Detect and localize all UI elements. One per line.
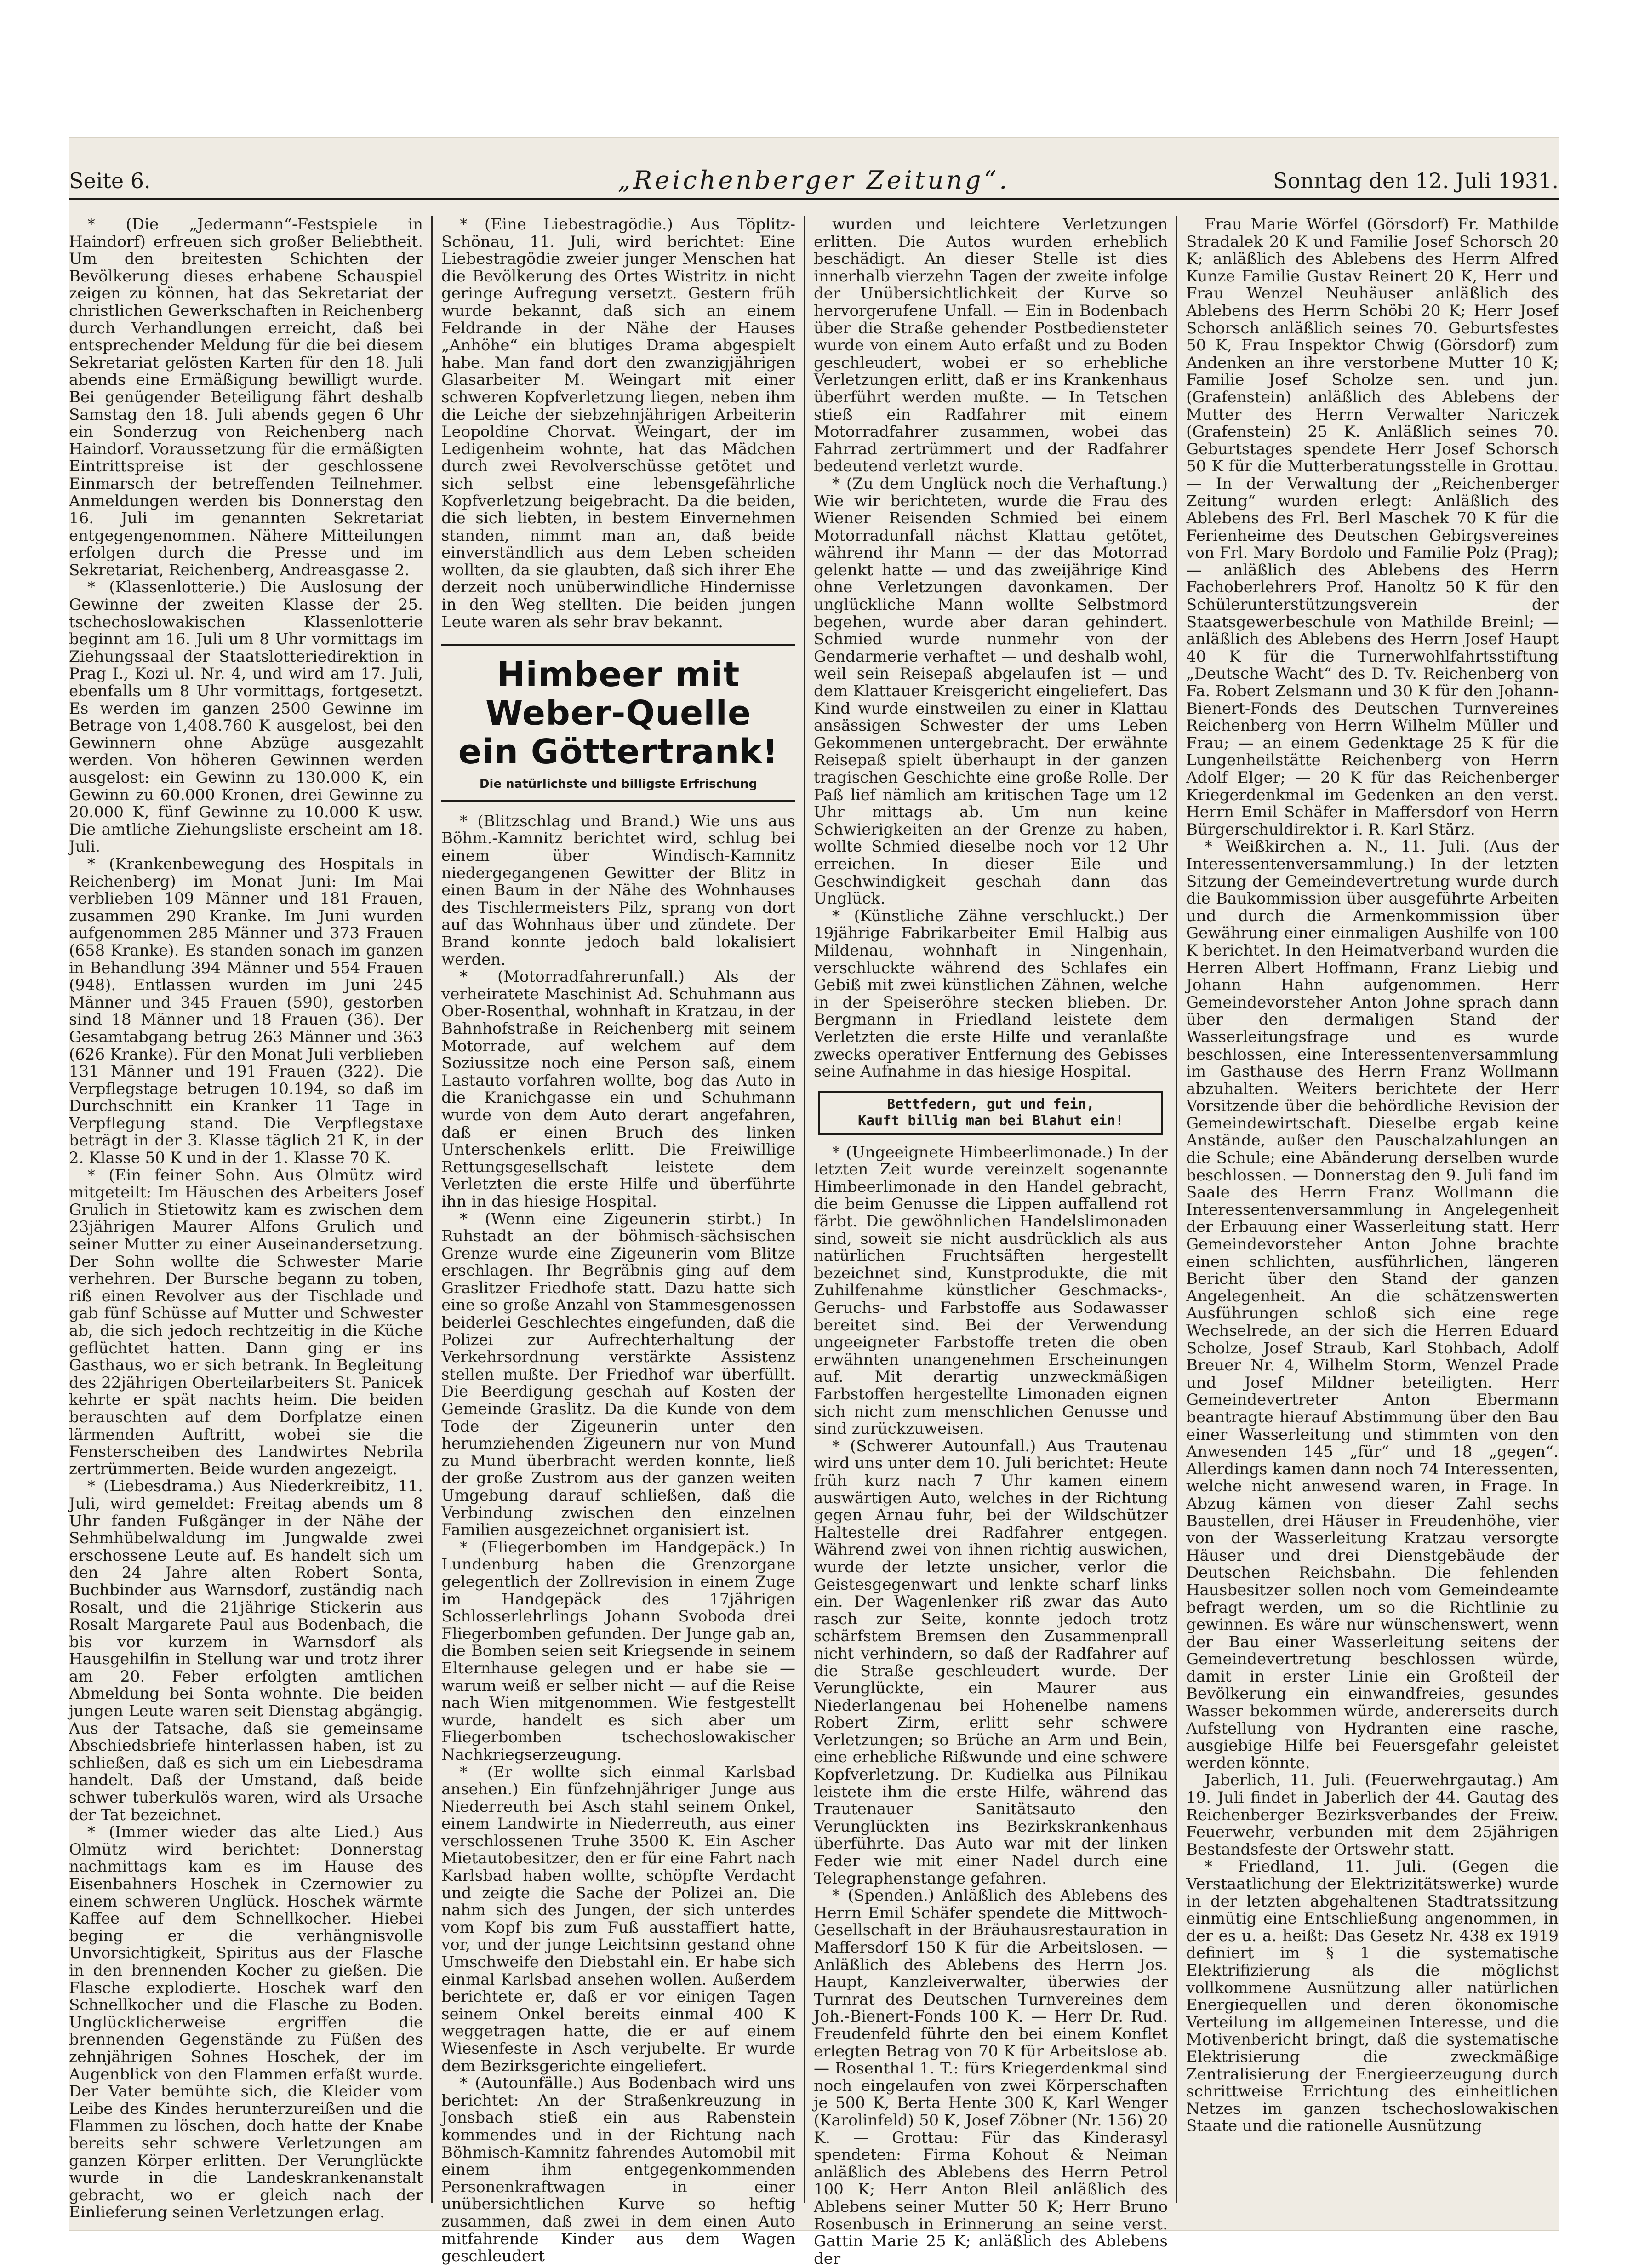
article-zigeunerin: * (Wenn eine Zigeunerin stirbt.) In Ruhstadt an der böhmisch-sächsischen Grenze wurde eine Zigeunerin vom Blitze erschlagen. Ihr Begräbnis ging auf dem Graslitzer Friedhofe statt. Dazu hatte sich eine so große Anzahl von Stammesgenossen beiderlei Geschlechtes eingefunden, daß die Polizei zur Aufrechterhaltung der Verkehrsordnung verstärkte Assistenz stellen mußte. Der Friedhof war überfüllt. Die Beerdigung geschah auf Kosten der Gemeinde Graslitz. Da die Kunde von dem Tode der Zigeunerin unter den herumziehenden Zigeunern nur von Mund zu Mund überbracht werden konnte, ließ der große Zustrom aus der ganzen weiten Umgebung darauf schließen, daß die Verbindung zwischen den einzelnen Familien ausgezeichnet organisiert ist.	[441, 1209, 795, 1540]
article-liebesdrama: * (Liebesdrama.) Aus Niederkreibitz, 11. Juli, wird gemeldet: Freitag abends um 8 Uhr fanden Fußgänger in der Nähe der Sehmhübelwaldung im Jungwalde zwei erschossene Leute auf. Es handelt sich um den 24 Jahre alten Robert Sonta, Buchbinder aus Warnsdorf, zuständig nach Rosalt, und die 21jährige Stickerin aus Rosalt Margarete Paul aus Bodenbach, die bis vor kurzem in Warnsdorf als Hausgehilfin in Stellung war und trotz ihrer am 20. Feber erfolgten amtlichen Abmeldung bei Sonta wohnte. Die beiden jungen Leute waren seit Dienstag abgängig. Aus der Tatsache, daß sie gemeinsame Abschiedsbriefe hinterlassen haben, ist zu schließen, daß es sich um ein Liebesdrama handelt. Daß der Umstand, daß beide schwer tuberkulös waren, wird als Ursache der Tat bezeichnet.	[69, 1477, 423, 1824]
article-verhaftung: * (Zu dem Unglück noch die Verhaftung.) Wie wir berichteten, wurde die Frau des Wiener Reisenden Schmied bei einem Motorradunfall nächst Klattau getötet, während ihr Mann — der das Motorrad gelenkt hatte — und das zweijährige Kind ohne Verletzungen davonkamen. Der unglückliche Mann wollte Selbstmord begehen, wurde aber daran gehindert. Schmied wurde nunmehr von der Gendarmerie verhaftet — und deshalb wohl, weil sein Reisepaß abgelaufen ist — und dem Klattauer Kreisgericht eingeliefert. Das Kind wurde einstweilen zu einer in Klattau ansässigen Schwester der ums Leben Gekommenen untergebracht. Der erwähnte Reisepaß spielt überhaupt in der ganzen tragischen Geschichte eine große Rolle. Der Paß lief nämlich am kritischen Tage um 12 Uhr mittags ab. Um nun keine Schwierigkeiten an der Grenze zu haben, wollte Schmied dieselbe noch vor 12 Uhr erreichen. In dieser Eile und Geschwindigkeit geschah dann das Unglück.	[814, 474, 1168, 908]
article-himbeerlimonade: * (Ungeeignete Himbeerlimonade.) In der letzten Zeit wurde vereinzelt sogenannte Himbeerlimonade in den Handel gebracht, die beim Genusse die Lippen auffallend rot färbt. Die gewöhnlichen Handelslimonaden sind, soweit sie nicht ausdrücklich als aus natürlichen Fruchtsäften hergestellt bezeichnet sind, Kunstprodukte, die mit Zuhilfenahme künstlicher Geschmacks-, Geruchs- und Farbstoffe aus Sodawasser bereitet sind. Bei der Verwendung ungeeigneter Farbstoffe treten die oben erwähnten unangenehmen Erscheinungen auf. Mit derartig unzweckmäßigen Farbstoffen hergestellte Limonaden eignen sich nicht zum menschlichen Genusse und sind zurückzuweisen.	[814, 1143, 1168, 1438]
article-festspiele: * (Die „Jedermann“-Festspiele in Haindorf) erfreuen sich großer Beliebtheit. Um den breitesten Schichten der Bevölkerung dieses erhabene Schauspiel zeigen zu können, hat das Sekretariat der christlichen Gewerkschaften in Reichenberg durch Verhandlungen erreicht, daß bei entsprechender Meldung für die bei diesem Sekretariat gelösten Karten für den 18. Juli abends eine Ermäßigung bewilligt wurde. Bei genügender Beteiligung fährt deshalb Samstag den 18. Juli abends gegen 6 Uhr ein Sonderzug von Reichenberg nach Haindorf. Voraussetzung für die ermäßigten Eintrittspreise ist der geschlossene Einmarsch der betreffenden Teilnehmer. Anmeldungen werden bis Donnerstag den 16. Juli im genannten Sekretariat entgegengenommen. Nähere Mitteilungen erfolgen durch die Presse und im Sekretariat, Reichenberg, Andreasgasse 2.	[69, 215, 423, 579]
column-2	[441, 215, 795, 2266]
article-klassenlotterie: * (Klassenlotterie.) Die Auslosung der Gewinne der zweiten Klasse der 25. tschechoslowakischen Klassenlotterie beginnt am 16. Juli um 8 Uhr vormittags im Ziehungssaal der Staatslotteriedirektion in Prag I., Kozi ul. Nr. 4, und wird am 17. Juli, ebenfalls um 8 Uhr vormittags, fortgesetzt. Es werden im ganzen 2500 Gewinne im Betrage von 1,408.760 K ausgelost, bei den Gewinnern ohne Abzüge ausgezahlt werden. Von höheren Gewinnen werden ausgelost: ein Gewinn zu 130.000 K, ein Gewinn zu 60.000 Kronen, drei Gewinne zu 20.000 K, fünf Gewinne zu 10.000 K usw. Die amtliche Ziehungsliste erscheint am 18. Juli.	[69, 578, 423, 856]
article-liebestragoedie: * (Eine Liebestragödie.) Aus Töplitz-Schönau, 11. Juli, wird berichtet: Eine Liebestragödie zweier junger Menschen hat die Bevölkerung des Ortes Wistritz in nicht geringe Aufregung versetzt. Gestern früh wurde bekannt, daß sich an einem Feldrande in der Nähe der Hauses „Anhöhe“ ein blutiges Drama abgespielt habe. Man fand dort den zwanzigjährigen Glasarbeiter M. Weingart mit einer schweren Kopfverletzung liegen, neben ihm die Leiche der siebzehnjährigen Arbeiterin Leopoldine Chorvat. Weingart, der im Ledigenheim wohnte, hat das Mädchen durch zwei Revolverschüsse getötet und sich selbst eine lebensgefährliche Kopfverletzung beigebracht. Da die beiden, die sich liebten, in bestem Einvernehmen standen, nimmt man an, daß beide einverständlich aus dem Leben scheiden wollten, da sie glaubten, daß sich ihrer Ehe derzeit noch unüberwindliche Hindernisse in den Weg stellten. Die beiden jungen Leute waren als sehr brav bekannt.	[441, 215, 795, 631]
article-altes-lied: * (Immer wieder das alte Lied.) Aus Olmütz wird berichtet: Donnerstag nachmittags kam es im Hause des Eisenbahners Hoschek in Czernowier zu einem schweren Unglück. Hoschek wärmte Kaffee auf dem Schnellkocher. Hiebei beging er die verhängnisvolle Unvorsichtigkeit, Spiritus aus der Flasche in den brennenden Kocher zu gießen. Die Flasche explodierte. Hoschek warf den Schnellkocher und die Flasche zu Boden. Unglücklicherweise ergriffen die brennenden Gegenstände zu Füßen des zehnjährigen Sohnes Hoschek, der im Augenblick von den Flammen erfaßt wurde. Der Vater bemühte sich, die Kleider vom Leibe des Kindes herunterzureißen und die Flammen zu löschen, doch hatte der Knabe bereits sehr schwere Verletzungen am ganzen Körper erlitten. Der Verunglückte wurde in die Landeskrankenanstalt gebracht, wo er gleich nach der Einlieferung seinen Verletzungen erlag.	[69, 1823, 423, 2222]
himbeer-advertisement	[441, 644, 795, 802]
newspaper-page	[69, 138, 1559, 2268]
article-krankenbewegung: * (Krankenbewegung des Hospitals in Reichenberg) im Monat Juni: Im Mai verblieben 109 Männer und 181 Frauen, zusammen 290 Kranke. Im Juni wurden aufgenommen 285 Männer und 373 Frauen (658 Kranke). Es standen sonach im ganzen in Behandlung 394 Männer und 554 Frauen (948). Entlassen wurden im Juni 245 Männer und 345 Frauen (590), gestorben sind 18 Männer und 18 Frauen (36). Der Gesamtabgang betrug 263 Männer und 363 (626 Kranke). Für den Monat Juli verblieben 131 Männer und 191 Frauen (322). Die Verpflegstage betrugen 10.194, so daß im Durchschnitt ein Kranker 11 Tage in Verpflegung stand. Die Verpflegstaxe beträgt in der 3. Klasse täglich 21 K, in der 2. Klasse 50 K und in der 1. Klasse 70 K.	[69, 854, 423, 1168]
article-jaberlich: Jaberlich, 11. Juli. (Feuerwehrgautag.) Am 19. Juli findet in Jaberlich der 44. Gautag des Reichenberger Bezirksverbandes der Freiw. Feuerwehr, verbunden mit dem 25jährigen Bestandsfeste der Ortswehr statt.	[1186, 1771, 1559, 1859]
article-autounfaelle: * (Autounfälle.) Aus Bodenbach wird uns berichtet: An der Straßenkreuzung in Jonsbach stieß ein aus Rabenstein kommendes und in der Richtung nach Böhmisch-Kamnitz fahrendes Automobil mit einem ihm entgegenkommenden Personenkraftwagen in einer unübersichtlichen Kurve so heftig zusammen, daß zwei in dem einen Auto mitfahrende Kinder aus dem Wagen geschleudert	[441, 2074, 795, 2266]
article-autounfaelle-cont: wurden und leichtere Verletzungen erlitten. Die Autos wurden erheblich beschädigt. An dieser Stelle ist dies innerhalb vierzehn Tagen der zweite infolge der Unübersichtlichkeit der Kurve so hervorgerufene Unfall. — Ein in Bodenbach über die Straße gehender Postbediensteter wurde von einem Auto erfaßt und zu Boden geschleudert, wobei er so erhebliche Verletzungen erlitt, daß er ins Krankenhaus überführt werden mußte. — In Tetschen stieß ein Radfahrer mit einem Motorradfahrer zusammen, wobei das Fahrrad zertrümmert und der Radfahrer bedeutend verletzt wurde.	[814, 215, 1168, 476]
article-karlsbad: * (Er wollte sich einmal Karlsbad ansehen.) Ein fünfzehnjähriger Junge aus Niederreuth bei Asch stahl seinem Onkel, einem Landwirte in Niederreuth, aus einer verschlossenen Truhe 3500 K. Ein Ascher Mietautobesitzer, den er für eine Fahrt nach Karlsbad haben wollte, schöpfte Verdacht und zeigte die Sache der Polizei an. Die nahm sich des Jungen, der sich unterdes vom Kopf bis zum Fuß ausstaffiert hatte, vor, und der junge Leichtsinn gestand ohne Umschweife den Diebstahl ein. Er habe sich einmal Karlsbad ansehen wollen. Außerdem berichtete er, daß er vor einigen Tagen seinem Onkel bereits einmal 400 K weggetragen hatte, die er auf einem Wiesenfeste in Asch verjubelte. Er wurde dem Bezirksgerichte eingeliefert.	[441, 1763, 795, 2075]
column-rule	[804, 216, 805, 2203]
article-spenden: * (Spenden.) Anläßlich des Ablebens des Herrn Emil Schäfer spendete die Mittwoch-Gesellschaft in der Bräuhausrestauration in Maffersdorf 150 K für die Arbeitslosen. — Anläßlich des Ablebens des Herrn Jos. Haupt, Kanzleiverwalter, überwies der Turnrat des Deutschen Turnvereines dem Joh.-Bienert-Fonds 100 K. — Herr Dr. Rud. Freudenfeld führte den bei einem Konflet erlegten Betrag von 70 K für Arbeitslose ab. — Rosenthal 1. T.: fürs Kriegerdenkmal sind noch eingelaufen von zwei Körperschaften je 500 K, Berta Hente 300 K, Karl Wenger (Karolinfeld) 50 K, Josef Zöbner (Nr. 156) 20 K. — Grottau: Für das Kinderasyl spendeten: Firma Kohout & Neiman anläßlich des Ablebens des Herrn Petrol 100 K; Herr Anton Bleil anläßlich des Ablebens seiner Mutter 50 K; Herr Bruno Rosenbusch in Erinnerung an seine verst. Gattin Marie 25 K; anläßlich des Ablebens der	[814, 1886, 1168, 2268]
newspaper-title: „Reichenberger Zeitung“.	[617, 166, 1010, 195]
article-zaehne: * (Künstliche Zähne verschluckt.) Der 19jährige Fabrikarbeiter Emil Halbig aus Mildenau, wohnhaft in Ningenhain, verschluckte während des Schlafes ein Gebiß mit zwei künstlichen Zähnen, welche in der Speiseröhre stecken blieben. Dr. Bergmann in Friedland leistete dem Verletzten die erste Hilfe und veranlaßte zwecks operativer Entfernung des Gebisses seine Aufnahme in das hiesige Hospital.	[814, 906, 1168, 1081]
article-autounfall-trautenau: * (Schwerer Autounfall.) Aus Trautenau wird uns unter dem 10. Juli berichtet: Heute früh kurz nach 7 Uhr kamen einem auswärtigen Auto, welches in der Richtung gegen Arnau fuhr, bei der Wildschützer Haltestelle drei Radfahrer entgegen. Während zwei von ihnen richtig auswichen, wurde der letzte unsicher, verlor die Geistesgegenwart und lenkte scharf links ein. Der Wagenlenker riß zwar das Auto rasch zur Seite, konnte jedoch trotz schärfstem Bremsen den Zusammenprall nicht verhindern, so daß der Radfahrer auf die Straße geschleudert wurde. Der Verunglückte, ein Maurer aus Niederlangenau bei Hohenelbe namens Robert Zirm, erlitt sehr schwere Verletzungen; so Brüche an Arm und Bein, eine erhebliche Rißwunde und eine schwere Kopfverletzung. Dr. Kudielka aus Pilnikau leistete ihm die erste Hilfe, während das Trautenauer Sanitätsauto den Verunglückten ins Bezirkskrankenhaus überführte. Das Auto war mit der linken Feder wie mit einer Nadel durch eine Telegraphenstange gefahren.	[814, 1437, 1168, 1888]
column-1	[69, 215, 423, 2222]
page-header	[69, 166, 1559, 200]
page-number: Seite 6.	[69, 168, 151, 193]
ad-text-1: Bettfedern, gut und fein,	[887, 1096, 1095, 1112]
article-feiner-sohn: * (Ein feiner Sohn. Aus Olmütz wird mitgeteilt: Im Häuschen des Arbeiters Josef Grulich in Stietowitz kam es zwischen dem 23jährigen Maurer Alfons Grulich und seiner Mutter zu einer Auseinandersetzung. Der Sohn wollte die Schwester Marie verhehren. Der Bursche begann zu toben, riß einen Revolver aus der Tischlade und gab fünf Schüsse auf Mutter und Schwester ab, die sich jedoch rechtzeitig in die Küche geflüchtet hatten. Dann ging er ins Gasthaus, wo er sich betrank. In Begleitung des 22jährigen Oberteilarbeiters St. Panicek kehrte er spät nachts heim. Die beiden berauschten auf dem Dorfplatze einen lärmenden Auftritt, wobei sie die Fensterscheiben des Landwirtes Nebrila zertrümmerten. Beide wurden angezeigt.	[69, 1166, 423, 1478]
ad-headline-1: Himbeer mit Weber-Quelle	[485, 655, 752, 733]
article-spenden-cont: Frau Marie Wörfel (Görsdorf) Fr. Mathilde Stradalek 20 K und Familie Josef Schorsch 20 K; anläßlich des Ablebens des Herrn Alfred Kunze Familie Gustav Reinert 20 K, Herr und Frau Wenzel Neuhäuser anläßlich des Ablebens des Herrn Schöbi 20 K; Herr Josef Schorsch anläßlich seines 70. Geburtsfestes 50 K, Frau Inspektor Chwig (Görsdorf) zum Andenken an ihre verstorbene Mutter 10 K; Familie Josef Scholze sen. und jun. (Grafenstein) anläßlich des Ablebens der Mutter des Herrn Verwalter Nariczek (Grafenstein) 25 K. Anläßlich seines 70. Geburtstages spendete Herr Josef Schorsch 50 K für die Mutterberatungsstelle in Grottau. — In der Verwaltung der „Reichenberger Zeitung“ wurden erlegt: Anläßlich des Ablebens des Frl. Berl Maschek 70 K für die Ferienheime des Deutschen Gebirgsvereines von Frl. Mary Bordolo und Familie Polz (Prag); — anläßlich des Ablebens des Herrn Fachoberlehrers Prof. Hanoltz 50 K für den Schülerunterstützungsverein der Staatsgewerbeschule von Mathilde Breinl; — anläßlich des Ablebens des Herrn Josef Haupt 40 K für die Turnerwohlfahrtsstiftung „Deutsche Wacht“ des D. Tv. Reichenberg von Fa. Robert Zelsmann und 30 K für den Johann-Bienert-Fonds des Deutschen Turnvereines Reichenberg von Herrn Wilhelm Müller und Frau; — an einem Gedenktage 25 K für die Lungenheilstätte Reichenberg von Herrn Adolf Elger; — 20 K für das Reichenberger Kriegerdenkmal im Gedenken an den verst. Herrn Emil Schäfer in Maffersdorf von Herrn Bürgerschuldirektor i. R. Karl Stärz.	[1186, 215, 1559, 839]
issue-date: Sonntag den 12. Juli 1931.	[1273, 168, 1559, 193]
column-3	[814, 215, 1168, 2268]
article-blitzschlag: * (Blitzschlag und Brand.) Wie uns aus Böhm.-Kamnitz berichtet wird, schlug bei einem über Windisch-Kamnitz niedergegangenen Gewitter der Blitz in einen Baum in der Nähe des Wohnhauses des Tischlermeisters Pilz, sprang von dort auf das Wohnhaus über und zündete. Der Brand konnte jedoch bald lokalisiert werden.	[441, 812, 795, 969]
bettfedern-advertisement	[818, 1091, 1163, 1135]
ad-subline: Die natürlichste und billigste Erfrischung	[479, 777, 758, 791]
article-friedland: * Friedland, 11. Juli. (Gegen die Verstaatlichung der Elektrizitätswerke) wurde in der letzten abgehaltenen Stadtratssitzung einmütig eine Entschließung angenommen, in der es u. a. heißt: Das Gesetz Nr. 438 ex 1919 definiert im § 1 die systematische Elektrifizierung als die möglichst vollkommene Ausnützung aller natürlichen Energiequellen und deren ökonomische Verteilung im allgemeinen Interesse, und die Motivenbericht bringt, daß die systematische Elektrisierung die zweckmäßige Zentralisierung der Energieerzeugung durch schrittweise Errichtung des einheitlichen Netzes im ganzen tschechoslowakischen Staate und die rationelle Ausnützung	[1186, 1857, 1559, 2136]
column-rule	[431, 216, 433, 2203]
column-rule	[1176, 216, 1177, 2203]
article-weisskirchen: * Weißkirchen a. N., 11. Juli. (Aus der Interessentenversammlung.) In der letzten Sitzung der Gemeindevertretung wurde durch die Baukommission über ausgeführte Arbeiten und durch die Armenkommission über Gewährung einer einmaligen Aushilfe von 100 K berichtet. In den Heimatverband wurden die Herren Albert Hoffmann, Franz Liebig und Johann Hahn aufgenommen. Herr Gemeindevorsteher Anton Johne sprach dann über den dermaligen Stand der Wasserleitungsfrage und es wurde beschlossen, eine Interessentenversammlung im Gasthause des Herrn Franz Wollmann abzuhalten. Weiters berichtete der Herr Vorsitzende über die behördliche Revision der Gemeindewirtschaft. Dieselbe ergab keine Anstände, außer den Pauschalzahlungen an die Schule; eine Abänderung derselben wurde beschlossen. — Donnerstag den 9. Juli fand im Saale des Herrn Franz Wollmann die Interessentenversammlung in Angelegenheit der Erbauung einer Wasserleitung statt. Herr Gemeindevorsteher Anton Johne brachte einen schlichten, ausführlichen, längeren Bericht über den Stand der ganzen Angelegenheit. An die schätzenswerten Ausführungen schloß sich eine rege Wechselrede, an der sich die Herren Eduard Scholze, Josef Straub, Karl Stohbach, Adolf Breuer Nr. 4, Wilhelm Storm, Wenzel Prade und Josef Mildner beteiligten. Herr Gemeindevertreter Anton Ebermann beantragte hierauf Abstimmung über den Bau einer Wasserleitung und stimmten von den Anwesenden 145 „für“ und 18 „gegen“. Allerdings kamen dann noch 74 Interessenten, welche nicht anwesend waren, in Frage. In Abzug kämen von dieser Zahl sechs Baustellen, drei Häuser in Freudenhöhe, vier von der Wasserleitung Kratzau versorgte Häuser und drei Dienstgebäude der Deutschen Reichsbahn. Die fehlenden Hausbesitzer sollen noch vom Gemeindeamte befragt werden, um so die Richtlinie zu gewinnen. Es wäre nur wünschenswert, wenn der Bau einer Wasserleitung seitens der Gemeindevertretung beschlossen würde, damit in erster Linie ein Großteil der Bevölkerung ein einwandfreies, gesundes Wasser bekommen würde, andererseits durch Aufstellung von Hydranten eine rasche, ausgiebige Hilfe bei Feuersgefahr geleistet werden könnte.	[1186, 837, 1559, 1772]
ad-headline-2: ein Göttertrank!	[458, 732, 779, 772]
column-4	[1186, 216, 1559, 2203]
article-columns	[69, 215, 1559, 2268]
ad-text-2: Kauft billig man bei Blahut ein!	[858, 1112, 1124, 1129]
article-fliegerbomben: * (Fliegerbomben im Handgepäck.) In Lundenburg haben die Grenzorgane gelegentlich der Zollrevision in einem Zuge im Handgepäck des 17jährigen Schlosserlehrlings Johann Svoboda drei Fliegerbomben gefunden. Der Junge gab an, die Bomben seien seit Kriegsende in seinem Elternhause gelegen und er habe sie — warum weiß er selber nicht — auf die Reise nach Wien mitgenommen. Wie festgestellt wurde, handelt es sich aber um Fliegerbomben tschechoslowakischer Nachkriegserzeugung.	[441, 1538, 795, 1764]
article-motorradunfall: * (Motorradfahrerunfall.) Als der verheiratete Maschinist Ad. Schuhmann aus Ober-Rosenthal, wohnhaft in Kratzau, in der Bahnhofstraße in Reichenberg mit seinem Motorrade, auf welchem auf dem Soziussitze noch eine Person saß, einem Lastauto vorfahren wollte, bog das Auto in die Kranichgasse ein und Schuhmann wurde von dem Auto derart angefahren, daß er einen Bruch des linken Unterschenkels erlitt. Die Freiwillige Rettungsgesellschaft leistete dem Verletzten die erste Hilfe und überführte ihn in das hiesige Hospital.	[441, 968, 795, 1211]
